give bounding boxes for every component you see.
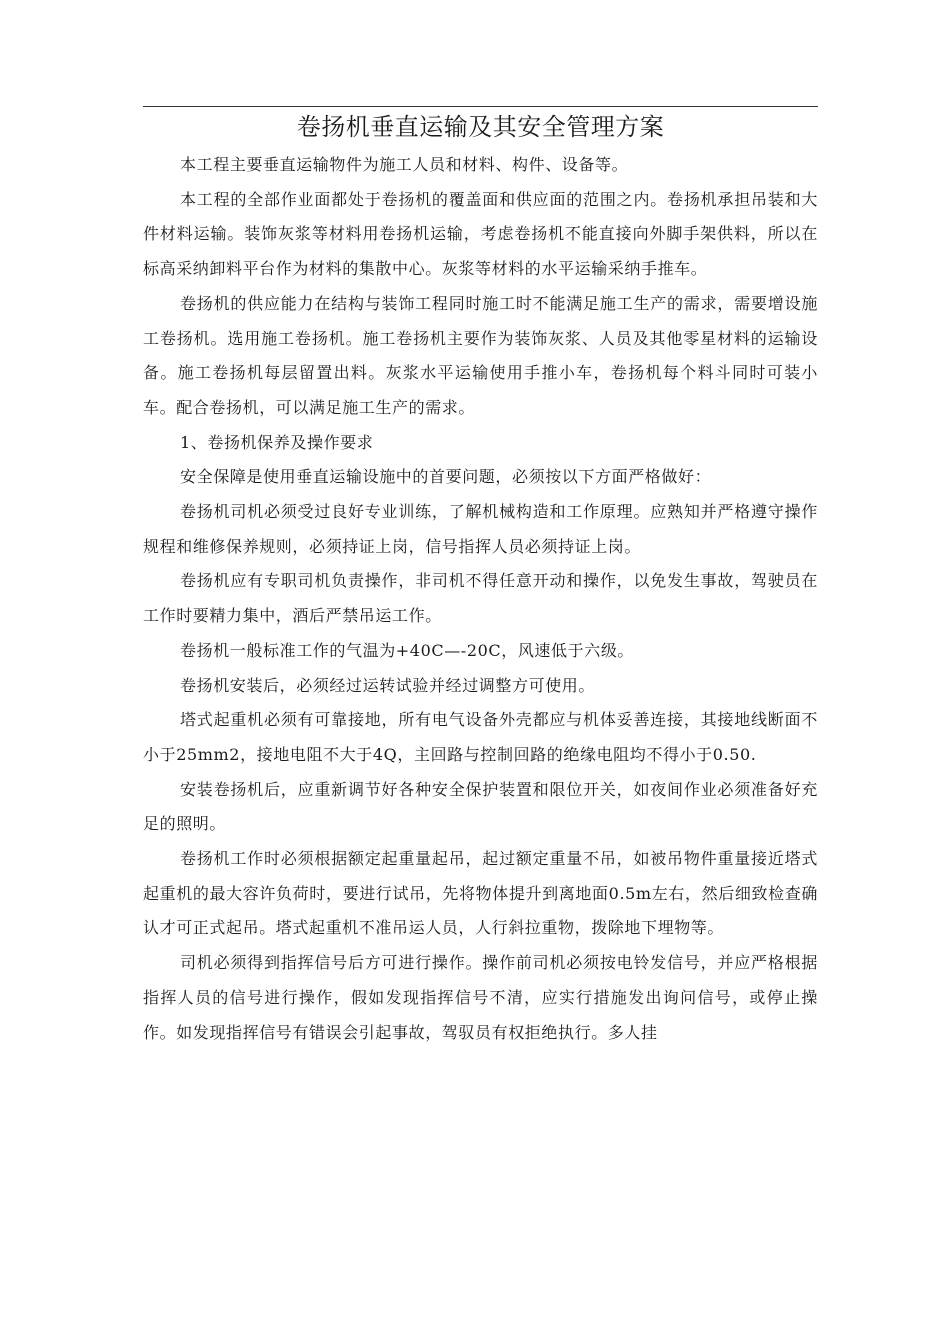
document-body bbox=[143, 148, 818, 1050]
paragraph: 塔式起重机必须有可靠接地，所有电气设备外壳都应与机体妥善连接，其接地线断面不小于25mm2，接地电阻不大于4Q，主回路与控制回路的绝缘电阻均不得小于0.50. bbox=[143, 710, 818, 764]
paragraph: 卷扬机应有专职司机负责操作，非司机不得任意开动和操作，以免发生事故，驾驶员在工作时要精力集中，酒后严禁吊运工作。 bbox=[143, 571, 818, 626]
header-rule bbox=[143, 106, 818, 107]
paragraph: 卷扬机司机必须受过良好专业训练，了解机械构造和工作原理。应熟知并严格遵守操作规程和维修保养规则，必须持证上岗，信号指挥人员必须持证上岗。 bbox=[143, 502, 818, 556]
section-heading: 1、卷扬机保养及操作要求 bbox=[180, 432, 374, 452]
paragraph: 卷扬机安装后，必须经过运转试验并经过调整方可使用。 bbox=[180, 675, 596, 695]
paragraph: 本工程主要垂直运输物件为施工人员和材料、构件、设备等。 bbox=[180, 155, 629, 174]
paragraph: 本工程的全部作业面都处于卷扬机的覆盖面和供应面的范围之内。卷扬机承担吊装和大件材料运输。装饰灰浆等材料用卷扬机运输，考虑卷扬机不能直接向外脚手架供料，所以在标高采纳卸料平台作为材料的集散中心。灰浆等材料的水平运输采纳手推车。 bbox=[143, 189, 818, 279]
paragraph: 司机必须得到指挥信号后方可进行操作。操作前司机必须按电铃发信号，并应严格根据指挥人员的信号进行操作，假如发现指挥信号不清，应实行措施发出询问信号，或停止操作。如发现指挥信号有错误会引起事故，驾驭员有权拒绝执行。多人挂 bbox=[143, 953, 818, 1042]
document-title: 卷扬机垂直运输及其安全管理方案 bbox=[296, 113, 665, 141]
paragraph: 安装卷扬机后，应重新调节好各种安全保护装置和限位开关，如夜间作业必须准备好充足的照明。 bbox=[143, 779, 818, 834]
paragraph: 卷扬机工作时必须根据额定起重量起吊，起过额定重量不吊，如被吊物件重量接近塔式起重机的最大容许负荷时，要进行试吊，先将物体提升到离地面0.5m左右，然后细致检查确认才可正式起吊。塔式起重机不准吊运人员，人行斜拉重物，拨除地下埋物等。 bbox=[143, 849, 818, 938]
paragraph: 安全保障是使用垂直运输设施中的首要问题，必须按以下方面严格做好： bbox=[180, 467, 712, 487]
paragraph: 卷扬机一般标准工作的气温为+40C—-20C，风速低于六级。 bbox=[180, 640, 635, 660]
paragraph: 卷扬机的供应能力在结构与装饰工程同时施工时不能满足施工生产的需求，需要增设施工卷扬机。选用施工卷扬机。施工卷扬机主要作为装饰灰浆、人员及其他零星材料的运输设备。施工卷扬机每层留置出料。灰浆水平运输使用手推小车，卷扬机每个料斗同时可装小车。配合卷扬机，可以满足施工生产的需求。 bbox=[143, 293, 818, 417]
